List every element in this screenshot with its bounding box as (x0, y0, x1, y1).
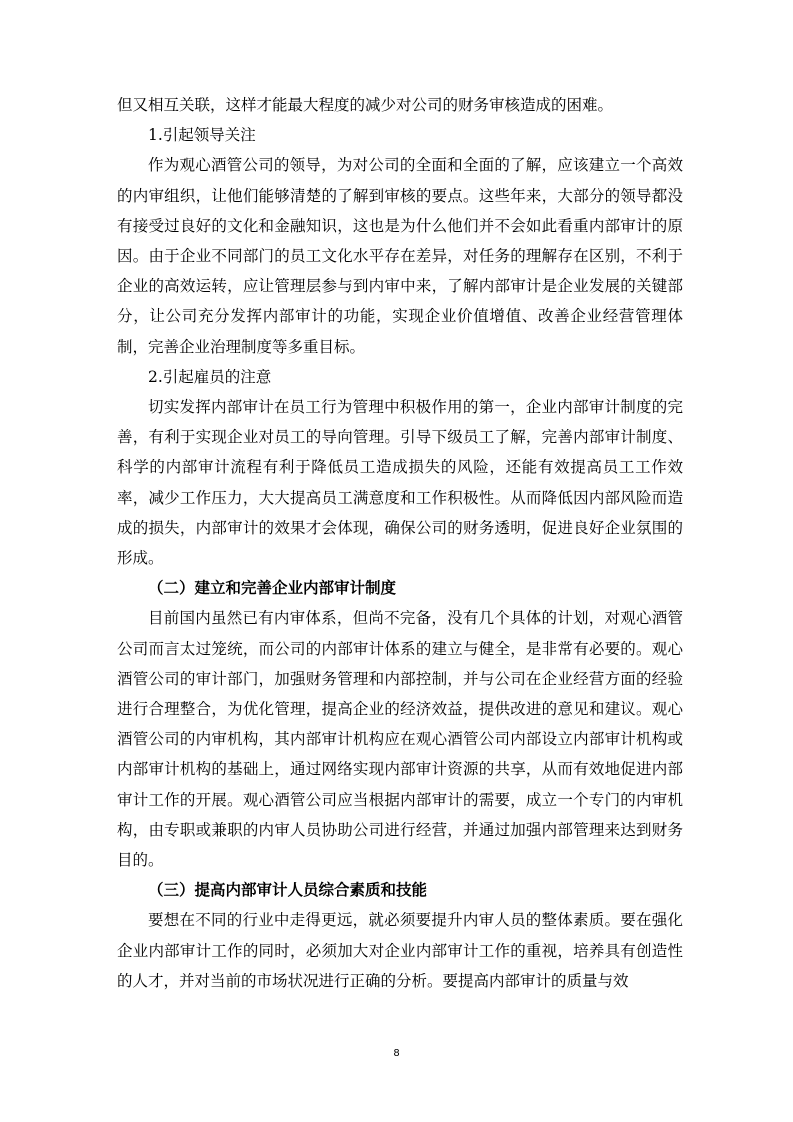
page-number: 8 (393, 1048, 400, 1059)
paragraph-audit-system: 目前国内虽然已有内审体系，但尚不完备，没有几个具体的计划，对观心酒管公司而言太过笼统，而公司的内部审计体系的建立与健全，是非常有必要的。观心酒管公司的审计部门，加强财务管理和内部控制，并与公司在企业经营方面的经验进行合理整合，为优化管理，提高企业的经济效益，提供改进的意见和建议。观心酒管公司的内审机构，其内部审计机构应在观心酒管公司内部设立内部审计机构或内部审计机构的基础上，通过网络实现内部审计资源的共享，从而有效地促进内部审计工作的开展。观心酒管公司应当根据内部审计的需要，成立一个专门的内审机构，由专职或兼职的内审人员协助公司进行经营，并通过加强内部管理来达到财务目的。 (117, 609, 683, 870)
subheading-employee-attention: 2.引起雇员的注意 (148, 367, 272, 386)
page-body (117, 90, 683, 996)
paragraph-continuation: 但又相互关联，这样才能最大程度的减少对公司的财务审核造成的困难。 (117, 96, 614, 114)
paragraph-leadership: 作为观心酒管公司的领导，为对公司的全面和全面的了解，应该建立一个高效的内审组织，让他们能够清楚的了解到审核的要点。这些年来，大部分的领导都没有接受过良好的文化和金融知识，这也是为什么他们并不会如此看重内部审计的原因。由于企业不同部门的员工文化水平存在差异，对任务的理解存在区别，不利于企业的高效运转，应让管理层参与到内审中来，了解内部审计是企业发展的关键部分，让公司充分发挥内部审计的功能，实现企业价值增值、改善企业经营管理体制，完善企业治理制度等多重目标。 (117, 156, 683, 356)
paragraph-employee: 切实发挥内部审计在员工行为管理中积极作用的第一，企业内部审计制度的完善，有利于实现企业对员工的导向管理。引导下级员工了解，完善内部审计制度、科学的内部审计流程有利于降低员工造成损失的风险，还能有效提高员工工作效率，减少工作压力，大大提高员工满意度和工作积极性。从而降低因内部风险而造成的损失，内部审计的效果才会体现，确保公司的财务透明，促进良好企业氛围的形成。 (117, 398, 683, 568)
section-heading-auditor-quality: （三）提高内部审计人员综合素质和技能 (148, 881, 428, 900)
subheading-leadership-attention: 1.引起领导关注 (148, 126, 256, 145)
section-heading-audit-system: （二）建立和完善企业内部审计制度 (148, 579, 397, 598)
paragraph-auditor-quality: 要想在不同的行业中走得更远，就必须要提升内审人员的整体素质。要在强化企业内部审计工作的同时，必须加大对企业内部审计工作的重视，培养具有创造性的人才，并对当前的市场状况进行正确的分析。要提高内部审计的质量与效 (117, 911, 683, 990)
